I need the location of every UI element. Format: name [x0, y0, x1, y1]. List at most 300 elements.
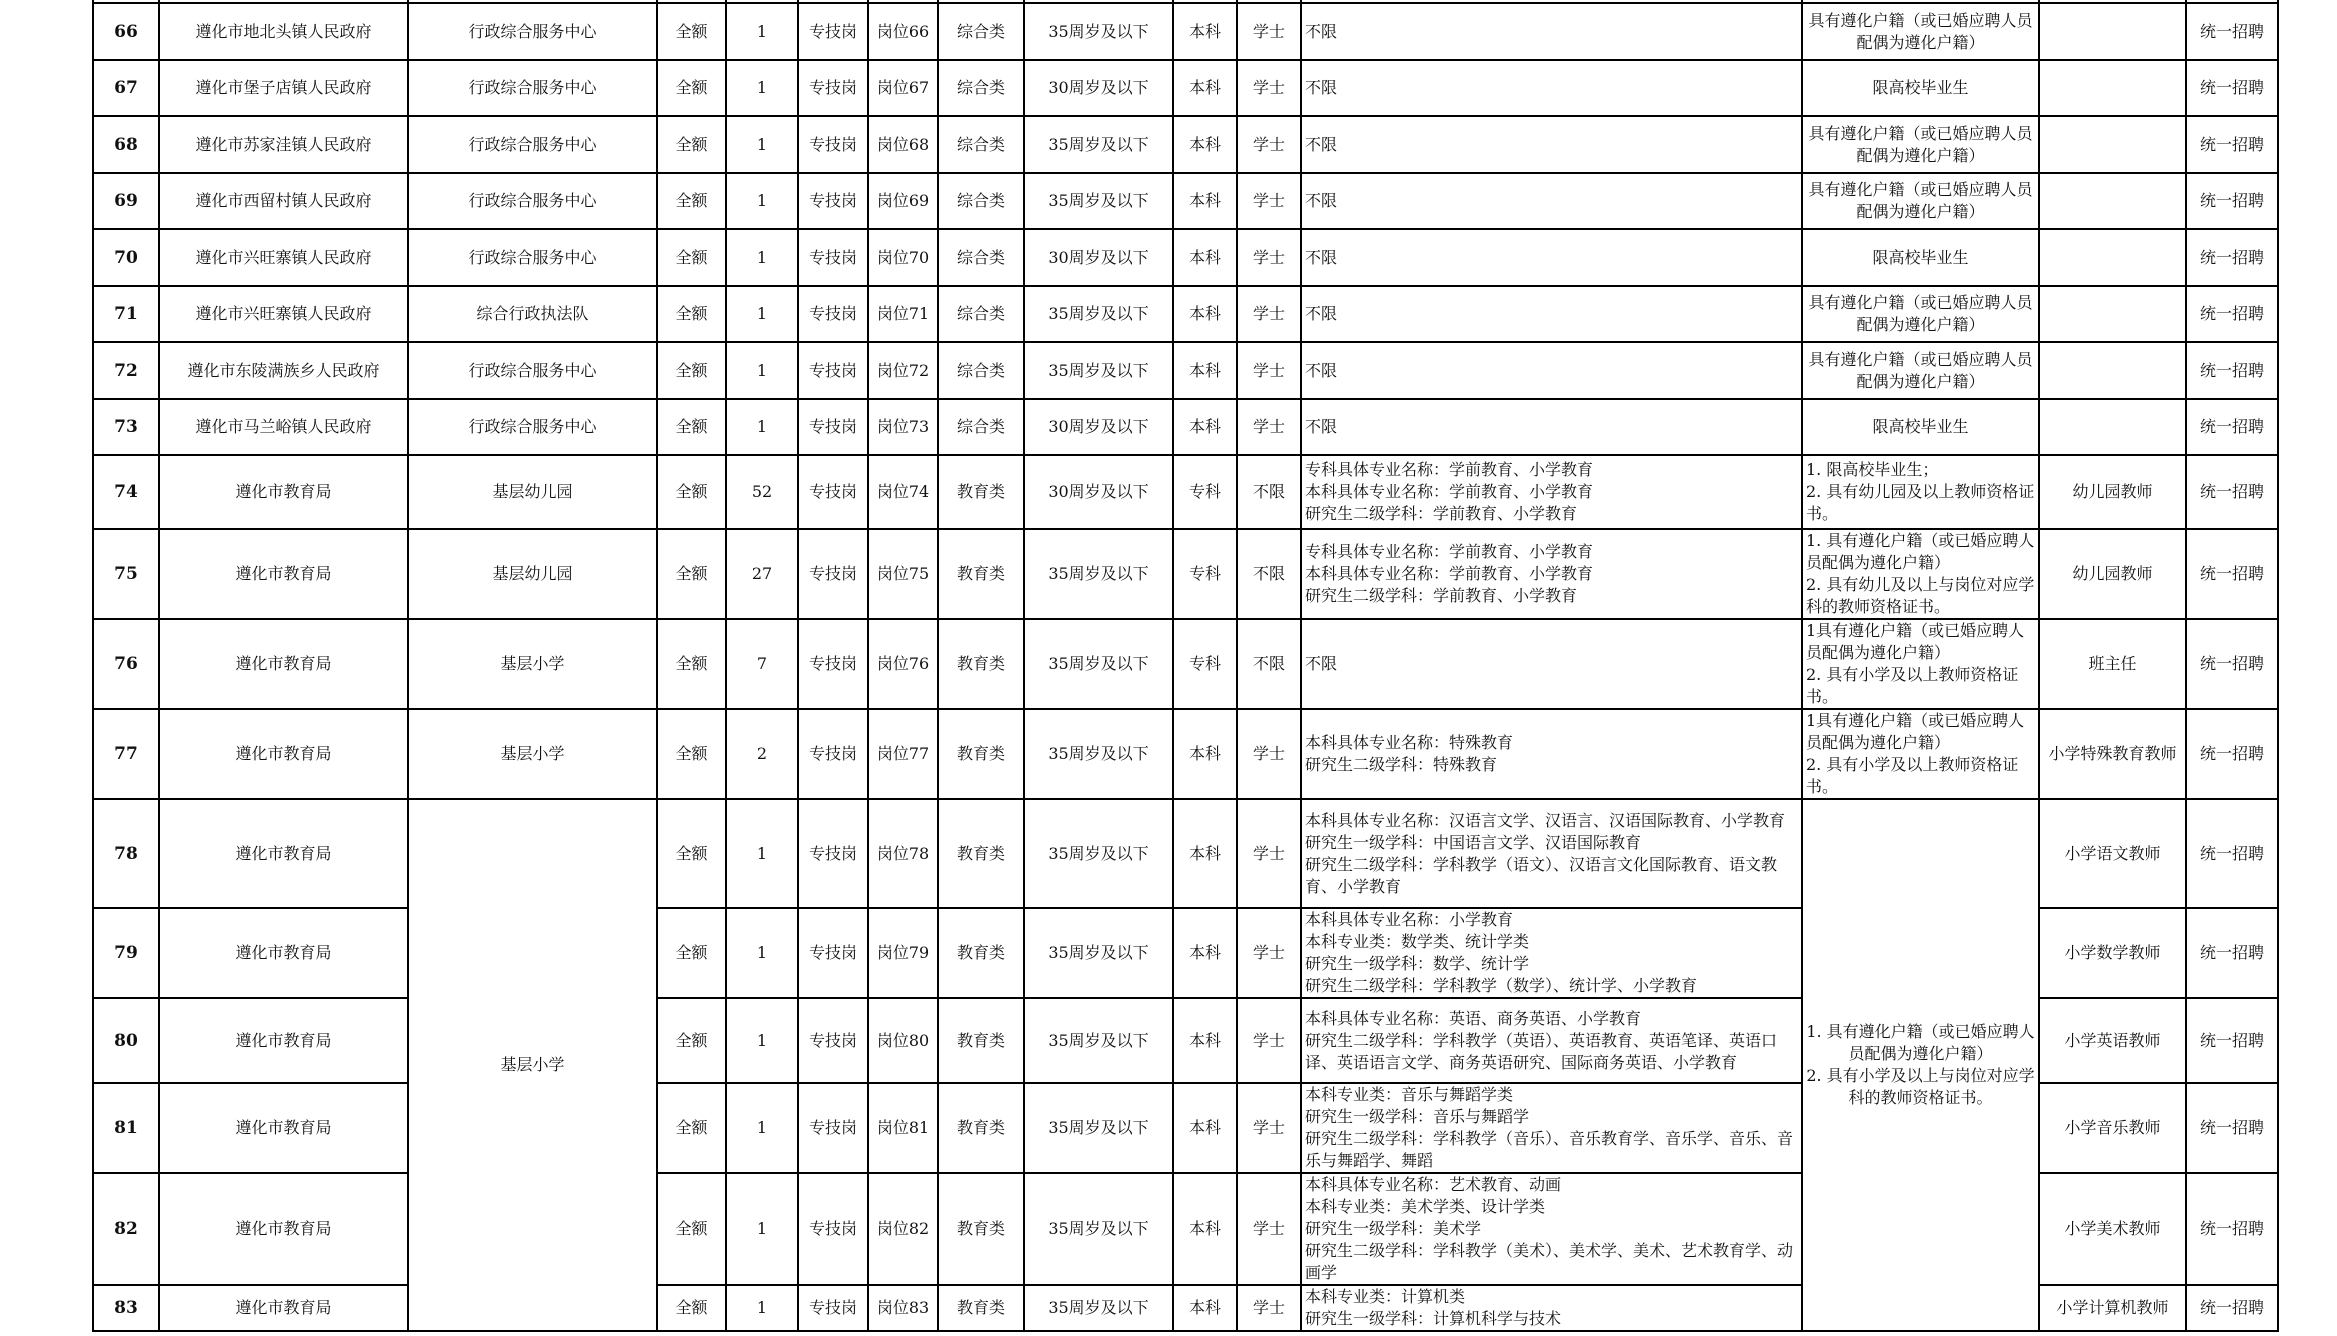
post-code: 岗位73: [868, 399, 938, 455]
degree-requirement: 学士: [1237, 709, 1301, 799]
notes: [2039, 60, 2186, 116]
degree-requirement: 学士: [1237, 1083, 1301, 1173]
degree-requirement: 学士: [1237, 399, 1301, 455]
recruitment-table-sheet: [92, 0, 2279, 1332]
hiring-organization: 遵化市教育局: [159, 1173, 408, 1285]
recruitment-method: 统一招聘: [2186, 1285, 2278, 1331]
post-type: 专技岗: [798, 908, 868, 998]
recruitment-method: 统一招聘: [2186, 619, 2278, 709]
other-requirement-line: 1. 限高校毕业生；: [1806, 460, 1939, 479]
hiring-organization: 遵化市兴旺寨镇人民政府: [159, 229, 408, 286]
hiring-count: 1: [726, 908, 798, 998]
other-requirement-line: 1具有遵化户籍（或已婚应聘人员配偶为遵化户籍）: [1806, 711, 2025, 752]
post-category: 综合类: [938, 342, 1024, 399]
notes: 小学音乐教师: [2039, 1083, 2186, 1173]
post-type: 专技岗: [798, 1083, 868, 1173]
major-requirement: 不限: [1301, 342, 1802, 399]
post-type: 专技岗: [798, 799, 868, 908]
notes: [2039, 229, 2186, 286]
other-requirement-line: 2. 具有小学及以上教师资格证书。: [1806, 665, 2019, 706]
post-code: 岗位82: [868, 1173, 938, 1285]
notes: [2039, 173, 2186, 229]
other-requirement: 限高校毕业生: [1802, 60, 2039, 116]
age-requirement: 35周岁及以下: [1024, 342, 1173, 399]
funding-type: 全额: [657, 399, 726, 455]
hiring-organization: 遵化市地北头镇人民政府: [159, 3, 408, 60]
age-requirement: 35周岁及以下: [1024, 3, 1173, 60]
other-requirement: [1802, 709, 2039, 799]
major-requirement-line: 研究生二级学科：学科教学（英语）、英语教育、英语笔译、英语口译、英语语言文学、商务英语研究、国际商务英语、小学教育: [1305, 1030, 1778, 1072]
recruitment-method: 统一招聘: [2186, 116, 2278, 173]
hiring-organization: 遵化市教育局: [159, 619, 408, 709]
degree-requirement: 学士: [1237, 116, 1301, 173]
post-type: 专技岗: [798, 173, 868, 229]
other-requirement-merged-line: 1. 具有遵化户籍（或已婚应聘人员配偶为遵化户籍）: [1806, 1022, 2035, 1063]
degree-requirement: 学士: [1237, 173, 1301, 229]
major-requirement-line: 本科专业类：数学类、统计学类: [1305, 932, 1530, 951]
funding-type: 全额: [657, 619, 726, 709]
major-requirement-line: 研究生二级学科：学科教学（数学）、统计学、小学教育: [1305, 976, 1698, 995]
major-requirement-line: 本科专业类：音乐与舞蹈学类: [1305, 1085, 1514, 1104]
notes: 小学美术教师: [2039, 1173, 2186, 1285]
degree-requirement: 不限: [1237, 619, 1301, 709]
position-number: 72: [93, 342, 159, 399]
hiring-unit: 行政综合服务中心: [408, 173, 657, 229]
post-category: 教育类: [938, 529, 1024, 619]
age-requirement: 35周岁及以下: [1024, 1173, 1173, 1285]
other-requirement: [1802, 619, 2039, 709]
notes: [2039, 286, 2186, 342]
post-type: 专技岗: [798, 3, 868, 60]
post-code: 岗位81: [868, 1083, 938, 1173]
position-number: 75: [93, 529, 159, 619]
other-requirement: 具有遵化户籍（或已婚应聘人员配偶为遵化户籍）: [1802, 342, 2039, 399]
major-requirement-line: 本科具体专业名称：学前教育、小学教育: [1305, 482, 1594, 501]
degree-requirement: 学士: [1237, 60, 1301, 116]
education-level: 本科: [1173, 3, 1237, 60]
other-requirement-merged-line: 2. 具有小学及以上与岗位对应学科的教师资格证书。: [1806, 1066, 2035, 1107]
table-row: [93, 455, 2278, 529]
education-level: 本科: [1173, 709, 1237, 799]
other-requirement: 具有遵化户籍（或已婚应聘人员配偶为遵化户籍）: [1802, 286, 2039, 342]
major-requirement-line: 研究生一级学科：音乐与舞蹈学: [1305, 1107, 1530, 1126]
other-requirement: [1802, 455, 2039, 529]
notes: 小学计算机教师: [2039, 1285, 2186, 1331]
post-category: 教育类: [938, 619, 1024, 709]
post-type: 专技岗: [798, 455, 868, 529]
major-requirement-line: 研究生二级学科：学前教育、小学教育: [1305, 504, 1578, 523]
post-code: 岗位75: [868, 529, 938, 619]
position-number: 76: [93, 619, 159, 709]
hiring-count: 1: [726, 998, 798, 1083]
recruitment-method: 统一招聘: [2186, 60, 2278, 116]
hiring-count: 1: [726, 799, 798, 908]
major-requirement: [1301, 529, 1802, 619]
post-category: 综合类: [938, 173, 1024, 229]
recruitment-method: 统一招聘: [2186, 998, 2278, 1083]
recruitment-method: 统一招聘: [2186, 709, 2278, 799]
post-code: 岗位78: [868, 799, 938, 908]
major-requirement: [1301, 455, 1802, 529]
age-requirement: 35周岁及以下: [1024, 286, 1173, 342]
funding-type: 全额: [657, 116, 726, 173]
hiring-count: 1: [726, 60, 798, 116]
age-requirement: 35周岁及以下: [1024, 799, 1173, 908]
funding-type: 全额: [657, 908, 726, 998]
major-requirement-line: 本科具体专业名称：艺术教育、动画: [1305, 1175, 1562, 1194]
post-code: 岗位76: [868, 619, 938, 709]
other-requirement: [1802, 529, 2039, 619]
funding-type: 全额: [657, 799, 726, 908]
position-number: 77: [93, 709, 159, 799]
degree-requirement: 学士: [1237, 998, 1301, 1083]
recruitment-method: 统一招聘: [2186, 173, 2278, 229]
notes: [2039, 399, 2186, 455]
post-type: 专技岗: [798, 1173, 868, 1285]
position-number: 83: [93, 1285, 159, 1331]
major-requirement-line: 本科专业类：美术学类、设计学类: [1305, 1197, 1546, 1216]
notes: 幼儿园教师: [2039, 455, 2186, 529]
hiring-count: 1: [726, 1173, 798, 1285]
hiring-count: 1: [726, 399, 798, 455]
major-requirement-line: 研究生二级学科：学科教学（语文）、汉语言文化国际教育、语文教育、小学教育: [1305, 854, 1778, 896]
hiring-unit: 基层幼儿园: [408, 455, 657, 529]
hiring-count: 7: [726, 619, 798, 709]
major-requirement-line: 专科具体专业名称：学前教育、小学教育: [1305, 542, 1594, 561]
position-number: 78: [93, 799, 159, 908]
hiring-count: 1: [726, 342, 798, 399]
post-category: 教育类: [938, 455, 1024, 529]
position-number: 66: [93, 3, 159, 60]
hiring-count: 1: [726, 116, 798, 173]
age-requirement: 35周岁及以下: [1024, 908, 1173, 998]
education-level: 本科: [1173, 116, 1237, 173]
position-number: 69: [93, 173, 159, 229]
education-level: 本科: [1173, 342, 1237, 399]
education-level: 专科: [1173, 619, 1237, 709]
position-number: 82: [93, 1173, 159, 1285]
notes: 小学语文教师: [2039, 799, 2186, 908]
major-requirement: 不限: [1301, 399, 1802, 455]
education-level: 本科: [1173, 229, 1237, 286]
hiring-organization: 遵化市教育局: [159, 529, 408, 619]
major-requirement-line: 本科具体专业名称：小学教育: [1305, 910, 1514, 929]
hiring-organization: 遵化市马兰峪镇人民政府: [159, 399, 408, 455]
post-type: 专技岗: [798, 60, 868, 116]
major-requirement-line: 研究生二级学科：学前教育、小学教育: [1305, 586, 1578, 605]
post-category: 综合类: [938, 399, 1024, 455]
recruitment-method: 统一招聘: [2186, 529, 2278, 619]
position-number: 68: [93, 116, 159, 173]
education-level: 本科: [1173, 1083, 1237, 1173]
post-code: 岗位79: [868, 908, 938, 998]
degree-requirement: 学士: [1237, 908, 1301, 998]
hiring-unit: 行政综合服务中心: [408, 399, 657, 455]
position-number: 67: [93, 60, 159, 116]
post-type: 专技岗: [798, 709, 868, 799]
major-requirement-line: 本科专业类：计算机类: [1305, 1287, 1466, 1306]
post-category: 综合类: [938, 229, 1024, 286]
post-code: 岗位71: [868, 286, 938, 342]
major-requirement: [1301, 1173, 1802, 1285]
major-requirement: [1301, 1285, 1802, 1331]
hiring-unit: 基层小学: [408, 709, 657, 799]
post-category: 综合类: [938, 286, 1024, 342]
table-row: [93, 116, 2278, 173]
post-code: 岗位77: [868, 709, 938, 799]
recruitment-method: 统一招聘: [2186, 908, 2278, 998]
hiring-count: 1: [726, 286, 798, 342]
major-requirement: 不限: [1301, 229, 1802, 286]
funding-type: 全额: [657, 229, 726, 286]
post-category: 教育类: [938, 908, 1024, 998]
post-code: 岗位83: [868, 1285, 938, 1331]
age-requirement: 35周岁及以下: [1024, 1083, 1173, 1173]
major-requirement-line: 研究生一级学科：中国语言文学、汉语国际教育: [1305, 832, 1642, 852]
age-requirement: 35周岁及以下: [1024, 529, 1173, 619]
hiring-count: 1: [726, 1285, 798, 1331]
post-category: 教育类: [938, 1083, 1024, 1173]
recruitment-method: 统一招聘: [2186, 799, 2278, 908]
hiring-organization: 遵化市东陵满族乡人民政府: [159, 342, 408, 399]
major-requirement: [1301, 709, 1802, 799]
post-category: 教育类: [938, 998, 1024, 1083]
funding-type: 全额: [657, 3, 726, 60]
degree-requirement: 不限: [1237, 455, 1301, 529]
education-level: 本科: [1173, 60, 1237, 116]
recruitment-method: 统一招聘: [2186, 1083, 2278, 1173]
degree-requirement: 学士: [1237, 3, 1301, 60]
hiring-unit: 基层小学: [408, 619, 657, 709]
table-row: [93, 619, 2278, 709]
other-requirement: 限高校毕业生: [1802, 399, 2039, 455]
degree-requirement: 学士: [1237, 1285, 1301, 1331]
post-category: 综合类: [938, 60, 1024, 116]
funding-type: 全额: [657, 998, 726, 1083]
post-type: 专技岗: [798, 286, 868, 342]
notes: [2039, 116, 2186, 173]
hiring-unit-merged: 基层小学: [408, 799, 657, 1331]
age-requirement: 35周岁及以下: [1024, 1285, 1173, 1331]
major-requirement-line: 研究生二级学科：特殊教育: [1305, 755, 1498, 774]
major-requirement: 不限: [1301, 286, 1802, 342]
position-number: 80: [93, 998, 159, 1083]
post-code: 岗位68: [868, 116, 938, 173]
education-level: 专科: [1173, 529, 1237, 619]
post-category: 教育类: [938, 709, 1024, 799]
hiring-organization: 遵化市教育局: [159, 709, 408, 799]
other-requirement-line: 2. 具有幼儿园及以上教师资格证书。: [1806, 482, 2035, 523]
post-code: 岗位69: [868, 173, 938, 229]
table-row: [93, 173, 2278, 229]
age-requirement: 35周岁及以下: [1024, 998, 1173, 1083]
funding-type: 全额: [657, 342, 726, 399]
post-code: 岗位72: [868, 342, 938, 399]
major-requirement: [1301, 908, 1802, 998]
other-requirement: 具有遵化户籍（或已婚应聘人员配偶为遵化户籍）: [1802, 173, 2039, 229]
funding-type: 全额: [657, 286, 726, 342]
education-level: 本科: [1173, 286, 1237, 342]
major-requirement-line: 研究生二级学科：学科教学（音乐）、音乐教育学、音乐学、音乐、音乐与舞蹈学、舞蹈: [1305, 1129, 1794, 1170]
hiring-organization: 遵化市教育局: [159, 1083, 408, 1173]
table-row: [93, 529, 2278, 619]
hiring-count: 52: [726, 455, 798, 529]
funding-type: 全额: [657, 173, 726, 229]
major-requirement: 不限: [1301, 173, 1802, 229]
degree-requirement: 学士: [1237, 342, 1301, 399]
hiring-organization: 遵化市教育局: [159, 799, 408, 908]
major-requirement-line: 研究生二级学科：学科教学（美术）、美术学、美术、艺术教育学、动画学: [1305, 1241, 1794, 1282]
hiring-count: 1: [726, 1083, 798, 1173]
education-level: 本科: [1173, 998, 1237, 1083]
age-requirement: 35周岁及以下: [1024, 116, 1173, 173]
post-type: 专技岗: [798, 116, 868, 173]
post-category: 综合类: [938, 116, 1024, 173]
major-requirement: [1301, 1083, 1802, 1173]
notes: [2039, 3, 2186, 60]
education-level: 本科: [1173, 799, 1237, 908]
hiring-count: 27: [726, 529, 798, 619]
position-number: 70: [93, 229, 159, 286]
hiring-organization: 遵化市教育局: [159, 1285, 408, 1331]
major-requirement-line: 本科具体专业名称：学前教育、小学教育: [1305, 564, 1594, 583]
recruitment-method: 统一招聘: [2186, 1173, 2278, 1285]
major-requirement-line: 研究生一级学科：计算机科学与技术: [1305, 1309, 1562, 1328]
recruitment-method: 统一招聘: [2186, 229, 2278, 286]
recruitment-method: 统一招聘: [2186, 286, 2278, 342]
education-level: 本科: [1173, 399, 1237, 455]
funding-type: 全额: [657, 1285, 726, 1331]
post-category: 教育类: [938, 1173, 1024, 1285]
recruitment-method: 统一招聘: [2186, 455, 2278, 529]
post-category: 综合类: [938, 3, 1024, 60]
post-type: 专技岗: [798, 998, 868, 1083]
major-requirement-line: 研究生一级学科：美术学: [1305, 1219, 1482, 1238]
funding-type: 全额: [657, 1083, 726, 1173]
position-number: 71: [93, 286, 159, 342]
table-row: [93, 60, 2278, 116]
hiring-unit: 行政综合服务中心: [408, 60, 657, 116]
hiring-unit: 行政综合服务中心: [408, 342, 657, 399]
hiring-organization: 遵化市堡子店镇人民政府: [159, 60, 408, 116]
post-type: 专技岗: [798, 1285, 868, 1331]
other-requirement: 具有遵化户籍（或已婚应聘人员配偶为遵化户籍）: [1802, 3, 2039, 60]
post-code: 岗位67: [868, 60, 938, 116]
major-requirement-line: 研究生一级学科：数学、统计学: [1305, 954, 1530, 973]
hiring-unit: 行政综合服务中心: [408, 116, 657, 173]
hiring-organization: 遵化市兴旺寨镇人民政府: [159, 286, 408, 342]
age-requirement: 30周岁及以下: [1024, 60, 1173, 116]
major-requirement: 不限: [1301, 60, 1802, 116]
recruitment-method: 统一招聘: [2186, 399, 2278, 455]
table-row: [93, 3, 2278, 60]
notes: [2039, 342, 2186, 399]
post-type: 专技岗: [798, 342, 868, 399]
hiring-unit: 基层幼儿园: [408, 529, 657, 619]
other-requirement-line: 1. 具有遵化户籍（或已婚应聘人员配偶为遵化户籍）: [1806, 531, 2035, 572]
education-level: 本科: [1173, 1173, 1237, 1285]
notes: 小学英语教师: [2039, 998, 2186, 1083]
major-requirement: 不限: [1301, 619, 1802, 709]
notes: 班主任: [2039, 619, 2186, 709]
table-row: [93, 342, 2278, 399]
notes: 小学数学教师: [2039, 908, 2186, 998]
other-requirement-line: 2. 具有小学及以上教师资格证书。: [1806, 755, 2019, 796]
hiring-organization: 遵化市苏家洼镇人民政府: [159, 116, 408, 173]
education-level: 专科: [1173, 455, 1237, 529]
hiring-count: 1: [726, 3, 798, 60]
education-level: 本科: [1173, 908, 1237, 998]
post-type: 专技岗: [798, 619, 868, 709]
degree-requirement: 不限: [1237, 529, 1301, 619]
hiring-unit: 综合行政执法队: [408, 286, 657, 342]
age-requirement: 35周岁及以下: [1024, 619, 1173, 709]
other-requirement-line: 1具有遵化户籍（或已婚应聘人员配偶为遵化户籍）: [1806, 621, 2025, 662]
hiring-organization: 遵化市教育局: [159, 908, 408, 998]
funding-type: 全额: [657, 529, 726, 619]
post-code: 岗位66: [868, 3, 938, 60]
age-requirement: 30周岁及以下: [1024, 399, 1173, 455]
age-requirement: 30周岁及以下: [1024, 229, 1173, 286]
major-requirement: [1301, 799, 1802, 908]
major-requirement: [1301, 998, 1802, 1083]
post-code: 岗位70: [868, 229, 938, 286]
post-code: 岗位80: [868, 998, 938, 1083]
table-row: [93, 286, 2278, 342]
notes: 幼儿园教师: [2039, 529, 2186, 619]
hiring-unit: 行政综合服务中心: [408, 229, 657, 286]
position-number: 73: [93, 399, 159, 455]
table-row: [93, 399, 2278, 455]
funding-type: 全额: [657, 709, 726, 799]
funding-type: 全额: [657, 60, 726, 116]
major-requirement-line: 本科具体专业名称：汉语言文学、汉语言、汉语国际教育、小学教育: [1305, 810, 1786, 830]
degree-requirement: 学士: [1237, 799, 1301, 908]
position-number: 74: [93, 455, 159, 529]
post-type: 专技岗: [798, 399, 868, 455]
table-row: [93, 229, 2278, 286]
age-requirement: 35周岁及以下: [1024, 709, 1173, 799]
degree-requirement: 学士: [1237, 1173, 1301, 1285]
hiring-unit: 行政综合服务中心: [408, 3, 657, 60]
hiring-organization: 遵化市教育局: [159, 455, 408, 529]
position-number: 79: [93, 908, 159, 998]
recruitment-table: [92, 0, 2279, 1332]
post-type: 专技岗: [798, 229, 868, 286]
funding-type: 全额: [657, 1173, 726, 1285]
other-requirement-line: 2. 具有幼儿及以上与岗位对应学科的教师资格证书。: [1806, 575, 2035, 616]
post-code: 岗位74: [868, 455, 938, 529]
notes: 小学特殊教育教师: [2039, 709, 2186, 799]
recruitment-method: 统一招聘: [2186, 342, 2278, 399]
degree-requirement: 学士: [1237, 286, 1301, 342]
major-requirement: 不限: [1301, 116, 1802, 173]
post-category: 教育类: [938, 1285, 1024, 1331]
other-requirement-merged: [1802, 799, 2039, 1331]
hiring-organization: 遵化市西留村镇人民政府: [159, 173, 408, 229]
table-row: [93, 799, 2278, 908]
other-requirement: 限高校毕业生: [1802, 229, 2039, 286]
recruitment-method: 统一招聘: [2186, 3, 2278, 60]
table-row: [93, 709, 2278, 799]
hiring-count: 2: [726, 709, 798, 799]
degree-requirement: 学士: [1237, 229, 1301, 286]
major-requirement-line: 本科具体专业名称：英语、商务英语、小学教育: [1305, 1008, 1642, 1028]
education-level: 本科: [1173, 173, 1237, 229]
age-requirement: 35周岁及以下: [1024, 173, 1173, 229]
major-requirement-line: 专科具体专业名称：学前教育、小学教育: [1305, 460, 1594, 479]
position-number: 81: [93, 1083, 159, 1173]
